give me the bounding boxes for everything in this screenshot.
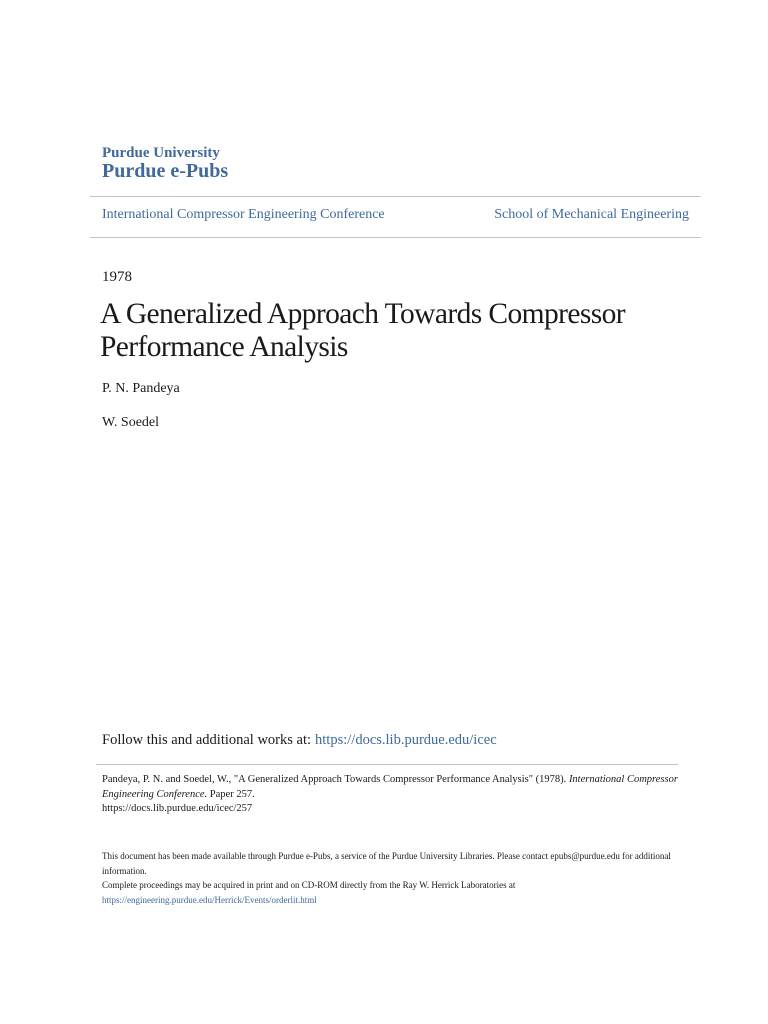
school-link[interactable]: School of Mechanical Engineering (494, 207, 689, 222)
top-divider (90, 196, 701, 197)
follow-url-link[interactable]: https://docs.lib.purdue.edu/icec (315, 732, 497, 748)
institution-name: Purdue University (102, 145, 220, 161)
follow-line (102, 732, 497, 749)
notice-text: This document has been made available through Purdue e-Pubs, a service of the Purdue University Libraries. Please contact epubs@purdue.edu for additional information. (102, 851, 671, 876)
citation-block (102, 773, 682, 817)
proceedings-text: Complete proceedings may be acquired in print and on CD-ROM directly from the Ray W. Herrick Laboratories at (102, 880, 516, 890)
follow-label: Follow this and additional works at: (102, 732, 312, 748)
citation-paper-number: Paper 257. (207, 788, 255, 800)
availability-notice (102, 849, 692, 907)
citation-text: Pandeya, P. N. and Soedel, W., "A Generalized Approach Towards Compressor Performance Analysis" (1978). (102, 774, 569, 785)
repository-link[interactable]: Purdue e-Pubs (102, 160, 229, 182)
citation-url: https://docs.lib.purdue.edu/icec/257 (102, 803, 253, 814)
herrick-orderlit-link[interactable]: https://engineering.purdue.edu/Herrick/Events/orderlit.html (102, 894, 317, 905)
publication-year: 1978 (102, 269, 132, 285)
paper-title: A Generalized Approach Towards Compressor Performance Analysis (100, 298, 625, 363)
author-name[interactable]: W. Soedel (102, 415, 160, 430)
conference-link[interactable]: International Compressor Engineering Conference (102, 207, 385, 222)
citation-journal: International Compressor Engineering Conference. (102, 774, 678, 800)
author-name[interactable]: P. N. Pandeya (102, 381, 180, 396)
nav-divider (90, 237, 701, 238)
follow-divider (96, 764, 678, 765)
